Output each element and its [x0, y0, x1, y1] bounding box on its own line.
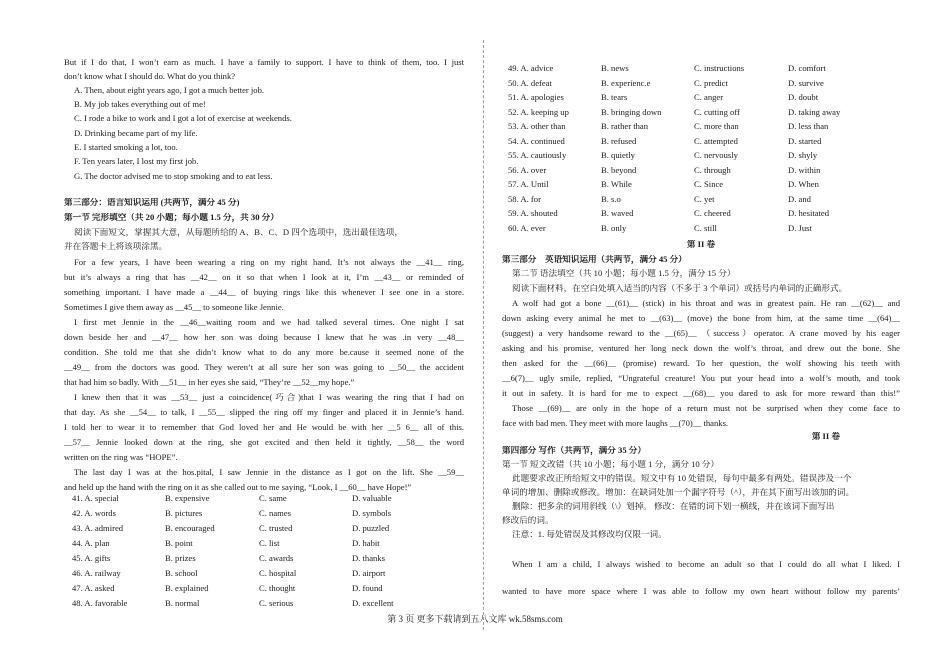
option-cell: D. valuable: [352, 493, 392, 503]
option-cell: D. comfort: [788, 63, 826, 73]
passage-line: but it’s always a ring that has __42__ on it so that when I look at it, I’m __43__ or reminded of: [64, 273, 464, 282]
seven-option: G. The doctor advised me to stop smoking and to eat less.: [74, 172, 273, 181]
option-cell: B. tears: [601, 92, 628, 102]
section2-title: 第二节 语法填空（共 10 小题；每小题 1.5 分，满分 15 分）: [512, 269, 736, 278]
option-cell: 53. A. other than: [508, 121, 566, 131]
correction-line: When I am a child, I always wished to become an adult so that I could do all what I liked. I: [512, 560, 900, 569]
option-cell: B. quietly: [601, 150, 635, 160]
option-cell: B. experienc.e: [601, 77, 651, 88]
passage-line: that day. As she __54__ to talk, I __55__ slipped the ring off my finger and placed it in Jennie’s hand.: [64, 408, 464, 417]
grammar-line: then asked for the __(66)__ (promise) reward. To her question, the wolf showing his teeth with: [502, 359, 900, 368]
correction-instruction: 注意：1. 每处错误及其修改均仅限一词。: [512, 530, 667, 539]
option-cell: D. habit: [352, 538, 380, 548]
option-cell: 56. A. over: [508, 164, 547, 175]
option-cell: 43. A. admired: [72, 523, 124, 533]
option-cell: C. cutting off: [694, 106, 740, 117]
option-cell: 45. A. gifts: [72, 553, 111, 563]
option-cell: B. school: [165, 568, 198, 578]
correction-line: wanted to have more space where I was able to follow my own heart without follow my parents’: [502, 587, 900, 596]
option-cell: B. normal: [165, 598, 200, 608]
option-cell: D. airport: [352, 568, 386, 578]
option-cell: C. list: [259, 538, 280, 548]
option-cell: 55. A. cautiously: [508, 150, 567, 160]
option-cell: 51. A. apologies: [508, 92, 564, 102]
passage-line: The last day I was at the hos.pital, I saw Jennie in the distance as I got on the lift. She __59__: [74, 468, 464, 477]
option-cell: 52. A. keeping up: [508, 106, 569, 117]
option-cell: B. waved: [601, 208, 634, 218]
correction-instruction: 修改后的词。: [502, 516, 554, 525]
option-cell: D. found: [352, 583, 383, 593]
correction-instruction: 此题要求改正所给短文中的错误。短文中有 10 处错误，每句中最多有两处。错误涉及一个: [512, 474, 852, 483]
volume-two-heading: 第 II 卷: [811, 432, 840, 441]
passage-line: that had him so badly. With __51__ in her eyes she said, “They’re __52__my hope.”: [64, 378, 355, 387]
part3-title: 第三部分 英语知识运用（共两节，满分 45 分）: [502, 255, 687, 264]
seven-option: F. Ten years later, I lost my first job.: [74, 157, 199, 166]
part4-title: 第四部分 写作（共两节，满分 35 分）: [502, 446, 646, 455]
option-cell: C. through: [694, 164, 731, 175]
instruction-line: 并在答题卡上将该项涂黑。: [64, 242, 168, 251]
grammar-line: asking and his promise, ventured her long neck down the wolf’s throat, and drew out the bone. She: [502, 344, 900, 353]
seven-option: E. I started smoking a lot, too.: [74, 143, 178, 152]
instruction-line: 阅读下面短文，掌握其大意，从每题所给的 A、B、C、D 四个选项中，选出最佳选项，: [74, 228, 403, 237]
grammar-line: face with bad men. They meet with more laughs __(70)__ thanks.: [502, 419, 729, 428]
passage-line: something important. I have made a __44__ of buying rings like this whenever I see one in a store.: [64, 288, 464, 297]
option-cell: C. Since: [694, 179, 724, 189]
option-cell: B. pictures: [165, 508, 203, 518]
option-cell: 49. A. advice: [508, 63, 554, 73]
option-cell: C. cheered: [694, 208, 731, 218]
option-cell: B. beyond: [601, 164, 637, 175]
option-cell: B. news: [601, 63, 629, 73]
option-cell: 42. A. words: [72, 508, 116, 518]
option-cell: B. prizes: [165, 553, 196, 563]
passage-line: For a few years, I have been wearing a ring on my right hand. It’s not always the __41__ ring,: [74, 258, 464, 267]
passage-line: I knew then that it was __53__ just a coincidence(巧合)that I was wearing the ring that I had on: [74, 393, 464, 402]
option-cell: C. predict: [694, 77, 728, 88]
page-footer: 第 3 页 更多下载请到五八文库 wk.58sms.com: [387, 614, 563, 624]
option-cell: C. thought: [259, 583, 296, 593]
option-cell: D. symbols: [352, 508, 392, 518]
option-cell: D. survive: [788, 77, 824, 88]
part3-title: 第三部分：语言知识运用 (共两节，满分 45 分): [64, 198, 240, 207]
section1-title: 第一节 短文改错（共 10 小题；每小题 1 分，满分 10 分）: [502, 460, 719, 469]
option-cell: 54. A. continued: [508, 135, 565, 146]
option-cell: 60. A. ever: [508, 222, 546, 233]
grammar-line: Those __(69)__ are only in the hope of a return must not be surprised when they come face to: [512, 404, 900, 413]
option-cell: D. hesitated: [788, 208, 830, 218]
option-cell: 47. A. asked: [72, 583, 115, 593]
option-cell: 48. A. favorable: [72, 598, 128, 608]
option-cell: B. s.o: [601, 193, 621, 204]
option-cell: B. only: [601, 222, 627, 233]
intro-line: don’t know what I should do. What do you think?: [64, 72, 236, 81]
option-cell: C. hospital: [259, 568, 297, 578]
option-cell: D. taking away: [788, 106, 841, 117]
option-cell: C. anger: [694, 92, 724, 102]
option-cell: D. When: [788, 179, 819, 189]
option-cell: B. refused: [601, 135, 637, 146]
option-cell: 57. A. Until: [508, 179, 549, 189]
seven-option: A. Then, about eight years ago, I got a much better job.: [74, 86, 265, 95]
passage-line: and held up the hand with the ring on it as she called out to me saying, “Look, I __60__ have Hope!”: [64, 483, 412, 492]
passage-line: condition. She told me that she didn’t know what to do any more be.cause it seemed none of the: [64, 348, 464, 357]
option-cell: D. thanks: [352, 553, 385, 563]
option-cell: 58. A. for: [508, 193, 541, 204]
option-cell: C. still: [694, 222, 717, 233]
option-cell: B. explained: [165, 583, 209, 593]
option-cell: D. doubt: [788, 92, 819, 102]
correction-instruction: 单词的增加、删除或修改。增加：在缺词处加一个漏字符号（^），并在其下面写出该加的词。: [502, 488, 855, 497]
column-divider: [483, 40, 484, 630]
grammar-line: __6(7)__ ugly smile, replied, “Ungrateful creature! You put your head into a wolf’s mouth, and took: [502, 374, 900, 383]
seven-option: D. Drinking became part of my life.: [74, 129, 198, 138]
seven-option: C. I rode a bike to work and I got a lot of exercise at weekends.: [74, 114, 292, 123]
option-cell: D. and: [788, 193, 811, 204]
passage-line: Sometimes I give them away as __45__ to someone like Jennie.: [64, 303, 284, 312]
passage-line: written on the ring was “HOPE”.: [64, 453, 178, 462]
option-cell: C. awards: [259, 553, 294, 563]
option-cell: D. within: [788, 164, 821, 175]
option-cell: 46. A. railway: [72, 568, 121, 578]
option-cell: D. Just: [788, 222, 812, 233]
option-cell: C. serious: [259, 598, 294, 608]
option-cell: C. trusted: [259, 523, 293, 533]
option-cell: C. same: [259, 493, 287, 503]
option-cell: D. less than: [788, 121, 829, 131]
option-cell: C. more than: [694, 121, 739, 131]
passage-line: __57__ Jennie looked down at the ring, she got excited and then held it tightly, __58__ the word: [64, 438, 464, 447]
grammar-instruction: 阅读下面材料，在空白处填入适当的内容（不多于 3 个单词）或括号内单词的正确形式。: [512, 284, 848, 293]
option-cell: B. encouraged: [165, 523, 215, 533]
intro-line: But if I do that, I won’t earn as much. I have a family to support. I have to think of them, too. I just: [64, 58, 464, 67]
option-cell: 41. A. special: [72, 493, 119, 503]
passage-line: __49__ from the doctors was good. They weren’t at all sure her son was going to __50__ the accident: [64, 363, 464, 372]
option-cell: D. shyly: [788, 150, 818, 160]
option-cell: B. bringing down: [601, 106, 662, 117]
option-cell: D. started: [788, 135, 822, 146]
passage-line: I told her to wear it to remember that God loved her and He would be with her __5 6__ all of this.: [64, 423, 464, 432]
option-cell: D. excellent: [352, 598, 394, 608]
grammar-line: (suggest) a very handsome reward to the __(65)__ （success）operator. A crane moved by his eager: [502, 329, 900, 338]
option-cell: B. rather than: [601, 121, 649, 131]
grammar-line: A wolf had got a bone __(61)__ (stick) in his throat and was in greatest pain. He ran __(62)__ and: [512, 299, 900, 308]
seven-option: B. My job takes everything out of me!: [74, 100, 206, 109]
grammar-line: down asking every animal he met to __(63)__ (move) the bone from him, at the same time __(64)__: [502, 314, 900, 323]
volume-two-heading: 第 II 卷: [686, 240, 716, 249]
option-cell: B. expensive: [165, 493, 210, 503]
option-cell: C. instructions: [694, 63, 745, 73]
correction-instruction: 删除：把多余的词用斜线（\）划掉。 修改：在错的词下划一横线，并在该词下面写出: [512, 502, 835, 511]
option-cell: 50. A. defeat: [508, 77, 552, 88]
option-cell: 44. A. plan: [72, 538, 110, 548]
passage-line: down beside her and __47__ how her son was doing because I knew that he was .in very __48__: [64, 333, 464, 342]
option-cell: C. nervously: [694, 150, 738, 160]
section1-title: 第一节 完形填空（共 20 小题；每小题 1.5 分，共 30 分）: [64, 213, 279, 222]
passage-line: I first met Jennie in the __46__waiting room and we had talked several times. One night I sat: [74, 318, 464, 327]
option-cell: C. yet: [694, 193, 715, 204]
option-cell: D. puzzled: [352, 523, 390, 533]
option-cell: B. point: [165, 538, 193, 548]
option-cell: 59. A. shouted: [508, 208, 558, 218]
grammar-line: it out in safety. It is hard for me to expect __(68)__ you dared to ask for more reward than this!”: [502, 389, 900, 398]
option-cell: B. While: [601, 179, 632, 189]
option-cell: C. names: [259, 508, 291, 518]
option-cell: C. attempted: [694, 135, 738, 146]
